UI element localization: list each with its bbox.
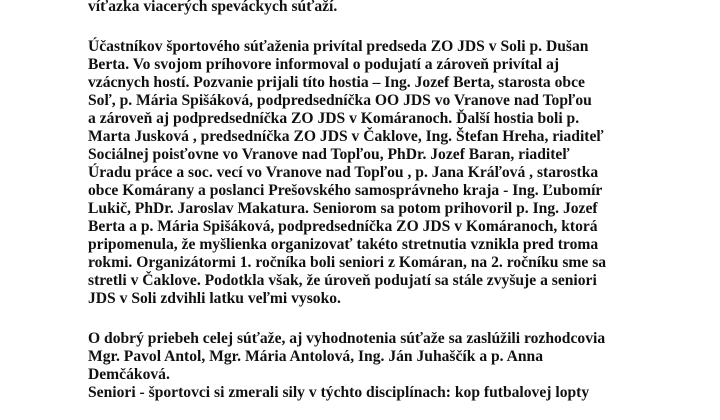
text-line: Demčáková.: [88, 366, 170, 383]
text-line: vzácnych hostí. Pozvanie prijali títo hostia – Ing. Jozef Berta, starosta obce: [88, 74, 585, 91]
text-line: O dobrý priebeh celej súťaže, aj vyhodnotenia súťaže sa zaslúžili rozhodcovia: [88, 330, 606, 347]
text-line: Soľ, p. Mária Spišáková, podpredsedníčka OO JDS vo Vranove nad Topľou: [88, 92, 592, 109]
text-line: Berta. Vo svojom príhovore informoval o podujatí a zároveň privítal aj: [88, 56, 560, 73]
text-line: Lukič, PhDr. Jaroslav Makatura. Seniorom sa potom prihovoril p. Ing. Jozef: [88, 200, 598, 217]
text-line: rokmi. Organizátormi 1. ročníka boli seniori z Komáran, na 2. ročníku sme sa: [88, 254, 607, 271]
text-line: Sociálnej poisťovne vo Vranove nad Topľou, PhDr. Jozef Baran, riaditeľ: [88, 146, 570, 163]
text-line: Účastníkov športového súťaženia privítal predseda ZO JDS v Soli p. Dušan: [88, 38, 589, 55]
text-line: a zároveň aj podpredsedníčka ZO JDS v Komáranoch. Ďalší hostia boli p.: [88, 110, 580, 127]
text-line: Berta a p. Mária Spišáková, podpredsedníčka ZO JDS v Komáranoch, ktorá: [88, 218, 598, 235]
text-line: pripomenula, že myšlienka organizovať takéto stretnutia vznikla pred troma: [88, 236, 599, 253]
text-line: stretli v Čaklove. Podotkla však, že úroveň podujatí sa stále zvyšuje a seniori: [88, 272, 597, 289]
text-line: Seniori - športovci si zmerali sily v týchto disciplínach: kop futbalovej lopty: [88, 384, 590, 401]
text-line: obce Komárany a poslanci Prešovského samosprávneho kraja - Ing. Ľubomír: [88, 182, 603, 199]
text-line: víťazka viacerých speváckych súťaží.: [88, 0, 338, 15]
text-line: Úradu práce a soc. vecí vo Vranove nad Topľou , p. Jana Kráľová , starostka: [88, 164, 599, 181]
text-line: Marta Jusková , predsedníčka ZO JDS v Čaklove, Ing. Štefan Hreha, riaditeľ: [88, 128, 604, 145]
text-line: JDS v Soli zdvihli latku veľmi vysoko.: [88, 290, 341, 307]
text-line: Mgr. Pavol Antol, Mgr. Mária Antolová, Ing. Ján Juhaščík a p. Anna: [88, 348, 544, 365]
